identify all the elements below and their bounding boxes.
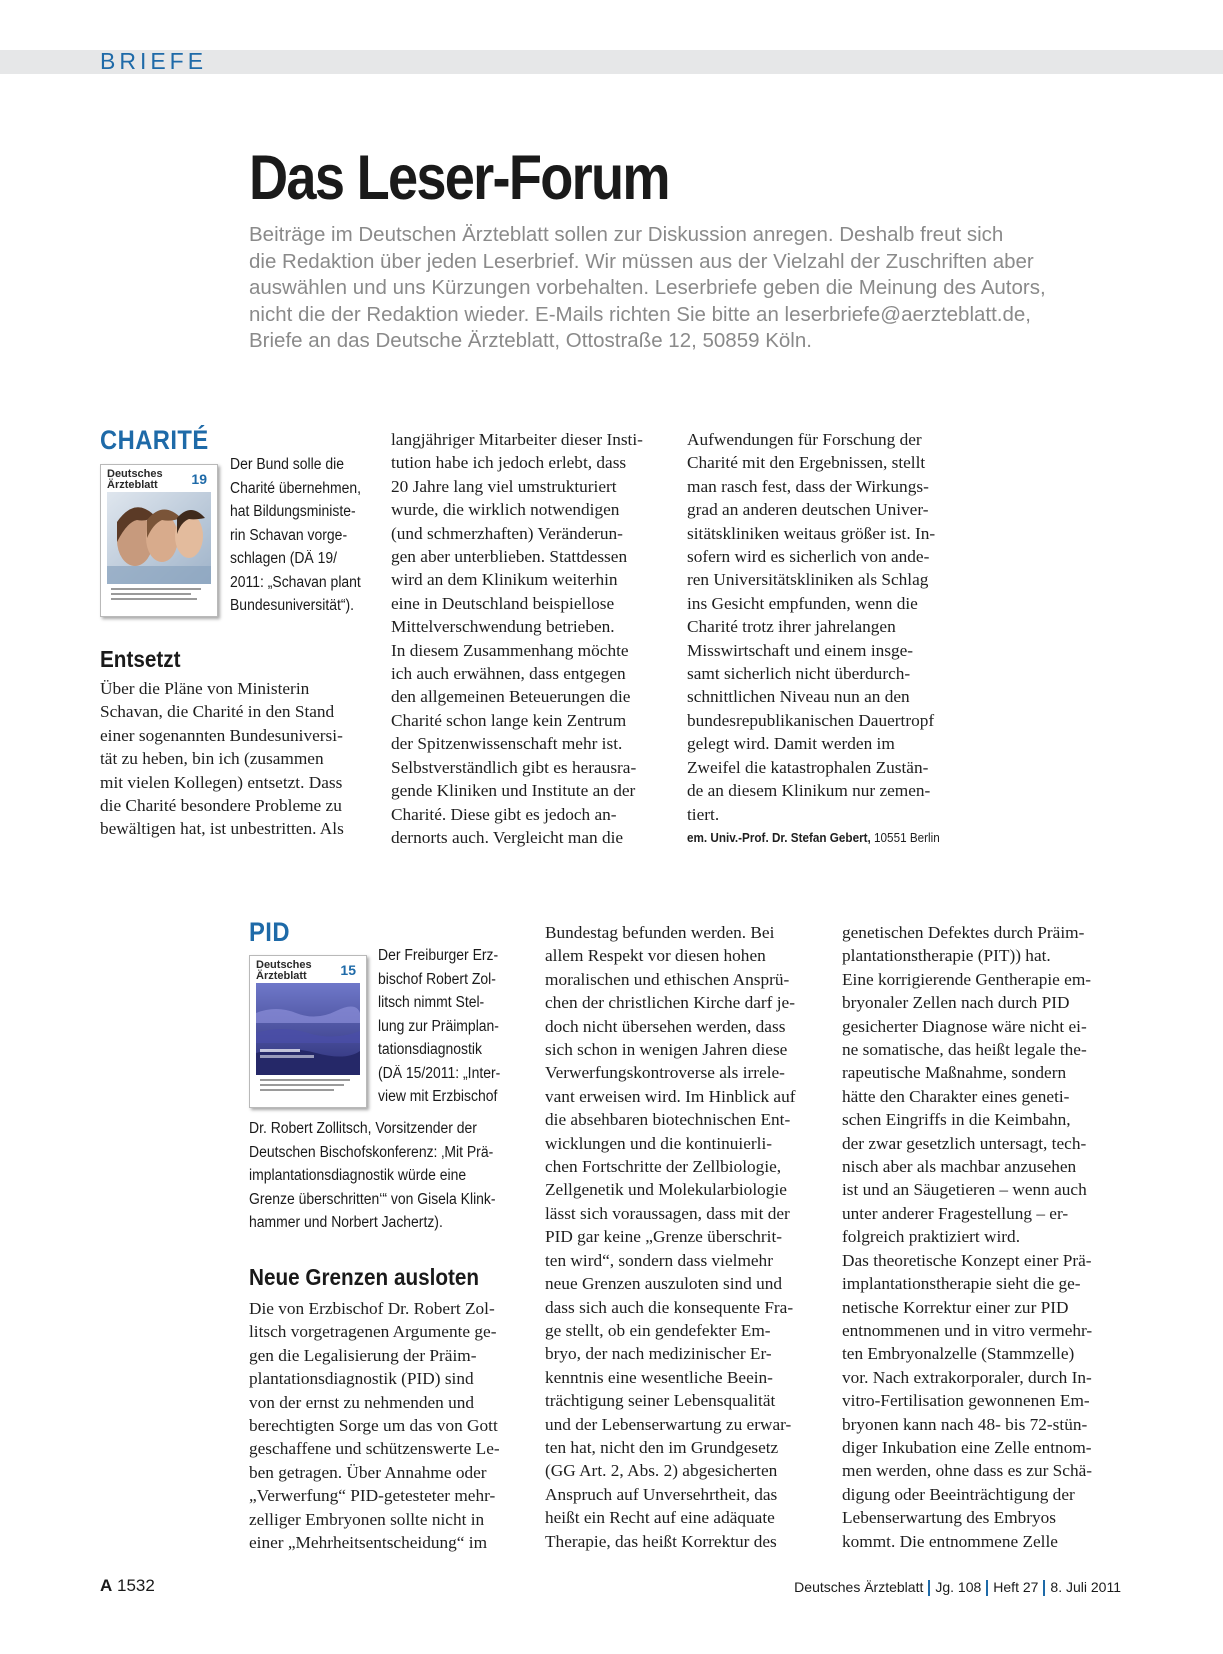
topic-pid: PID bbox=[249, 917, 290, 947]
page-number: A 1532 bbox=[100, 1576, 155, 1595]
heading-neue-grenzen: Neue Grenzen ausloten bbox=[249, 1264, 480, 1290]
heading-entsetzt: Entsetzt bbox=[100, 646, 181, 672]
article1-col1: Über die Pläne von Ministerin Schavan, die Charité in den Stand einer sogenannten Bundesuniversi- tät zu heben, bin ich (zusammen mit vielen Kollegen) entsetzt. Dass die Charité besondere Probleme zu bewältigen hat, ist unbestritten. Als bbox=[100, 679, 344, 839]
magazine-cover-15: Deutsches Ärzteblatt 15 bbox=[249, 955, 367, 1108]
footer-issue: Heft 27 bbox=[993, 1579, 1039, 1595]
teaser-charite: Der Bund solle die Charité übernehmen, hat Bildungsministe- rin Schavan vorge- schlagen (DÄ 19/ 2011: „Schavan plant Bundesuniversität“). bbox=[230, 456, 362, 614]
cover-image-faces bbox=[107, 492, 211, 610]
footer-journal: Deutsches Ärzteblatt bbox=[794, 1579, 924, 1595]
section-label: BRIEFE bbox=[100, 48, 208, 74]
article2-col3: genetischen Defektes durch Präim- plantationstherapie (PIT)) hat. Eine korrigierende Gentherapie em- bryonaler Zellen nach durch PID gesicherter Diagnose wäre nicht ei- ne somatische, das heißt legale the- rapeutische Maßnahme, sondern hätte den Charakter eines geneti- schen Eingriffs in die Keimbahn, der zwar gesetzlich untersagt, tech- nisch aber als machbar anzusehen ist und an Säugetieren – wenn auch unter anderer Fragestellung – er- folgreich praktiziert wird. Das theoretische Konzept einer Prä- implantationstherapie sieht die ge- netische Korrektur einer zur PID entnommenen und in vitro vermehr- ten Embryonalzelle (Stammzelle) vor. Nach extrakorporaler, durch In- vitro-Fertilisation gewonnenen Em- bryonen kann nach 48- bis 72-stün- diger Inkubation eine Zelle entnom- men werden, ohne dass es zur Schä- digung oder Beeinträchtigung der Lebenserwartung des Embryos kommt. Die entnommene Zelle bbox=[842, 923, 1093, 1551]
article2-col1: Die von Erzbischof Dr. Robert Zol- litsch vorgetragenen Argumente ge- gen die Legalisierung der Präim- plantationsdiagnostik (PID) sind von der ernst zu nehmenden und berechtigten Sorge um das von Gott geschaffene und schützenswerte Le- ben getragen. Über Annahme oder „Verwerfung“ PID-getesteter mehr- zelliger Embryonen sollte nicht in einer „Mehrheitsentscheidung“ im bbox=[249, 1299, 500, 1553]
intro-text: Beiträge im Deutschen Ärzteblatt sollen zur Diskussion anregen. Deshalb freut sich die Redaktion über jeden Leserbrief. Wir müssen aus der Vielzahl der Zuschriften aber auswählen und uns Kürzungen vorbehalten. Leserbriefe geben die Meinung des Autors, nicht die der Redaktion wieder. E-Mails richten Sie bitte an leserbriefe@aerzteblatt.de, Briefe an das Deutsche Ärzteblatt, Ottostraße 12, 50859 Köln. bbox=[249, 223, 1046, 352]
teaser-pid-full: Dr. Robert Zollitsch, Vorsitzender der Deutschen Bischofskonferenz: ‚Mit Prä- implantationsdiagnostik würde eine Grenze überschritten‘“ von Gisela Klink- hammer und Norbert Jachertz). bbox=[249, 1120, 496, 1231]
magazine-cover-19: Deutsches Ärzteblatt 19 bbox=[100, 464, 218, 617]
footer-citation bbox=[794, 1579, 1121, 1596]
page-title: Das Leser-Forum bbox=[249, 143, 669, 213]
teaser-pid-short: Der Freiburger Erz- bischof Robert Zol- litsch nimmt Stel- lung zur Präimplan- tationsdiagnostik (DÄ 15/2011: „Inter- view mit Erzbischof bbox=[378, 947, 501, 1105]
article1-col3: Aufwendungen für Forschung der Charité mit den Ergebnissen, stellt man rasch fest, dass der Wirkungs- grad an anderen deutschen Univer- sitätskliniken weitaus größer ist. In- sofern wird es sicherlich von ande- ren Universitätskliniken als Schlag ins Gesicht empfunden, wenn die Charité trotz ihrer jahrelangen Misswirtschaft und einem insge- samt sicherlich nicht überdurch- schnittlichen Niveau nun an den bundesrepublikanischen Dauertropf gelegt wird. Damit werden im Zweifel die katastrophalen Zustän- de an diesem Klinikum nur zemen- tiert. bbox=[687, 430, 936, 824]
author-signature-gebert: em. Univ.-Prof. Dr. Stefan Gebert, 10551 Berlin bbox=[687, 830, 940, 845]
footer-volume: Jg. 108 bbox=[935, 1579, 982, 1595]
article2-col2: Bundestag befunden werden. Bei allem Respekt vor diesen hohen moralischen und ethischen Ansprü- chen der christlichen Kirche darf je- doch nicht übersehen werden, dass sich schon in wenigen Jahren diese Verwerfungskontroverse als irrele- vant erweisen wird. Im Hinblick auf die absehbaren biotechnischen Ent- wicklungen und die kontinuierli- chen Fortschritte der Zellbiologie, Zellgenetik und Molekularbiologie lässt sich voraussagen, dass mit der PID gar keine „Grenze überschrit- ten wird“, sondern dass vielmehr neue Grenzen auszuloten sind und dass sich auch die konsequente Fra- ge stellt, ob ein gendefekter Em- bryo, der nach medizinischer Er- kenntnis eine wesentliche Beein- trächtigung seiner Lebensqualität und der Lebenserwartung zu erwar- ten hat, nicht den im Grundgesetz (GG Art. 2, Abs. 2) abgesicherten Anspruch auf Unversehrtheit, das heißt ein Recht auf eine adäquate Therapie, das heißt Korrektur des bbox=[545, 923, 796, 1551]
cover-image-lavender bbox=[256, 983, 360, 1101]
footer-date: 8. Juli 2011 bbox=[1050, 1579, 1121, 1595]
article1-col2: langjähriger Mitarbeiter dieser Insti- tution habe ich jedoch erlebt, dass 20 Jahre lang viel umstrukturiert wurde, die wirklich notwendigen (und schmerzhaften) Veränderun- gen aber unterblieben. Stattdessen wird an dem Klinikum weiterhin eine in Deutschland beispiellose Mittelverschwendung betrieben. In diesem Zusammenhang möchte ich auch erwähnen, dass entgegen den allgemeinen Beteuerungen die Charité schon lange kein Zentrum der Spitzenwissenschaft mehr ist. Selbstverständlich gibt es herausra- gende Kliniken und Institute an der Charité. Diese gibt es jedoch an- dernorts auch. Vergleicht man die bbox=[391, 430, 643, 847]
topic-charite: CHARITÉ bbox=[100, 425, 209, 455]
